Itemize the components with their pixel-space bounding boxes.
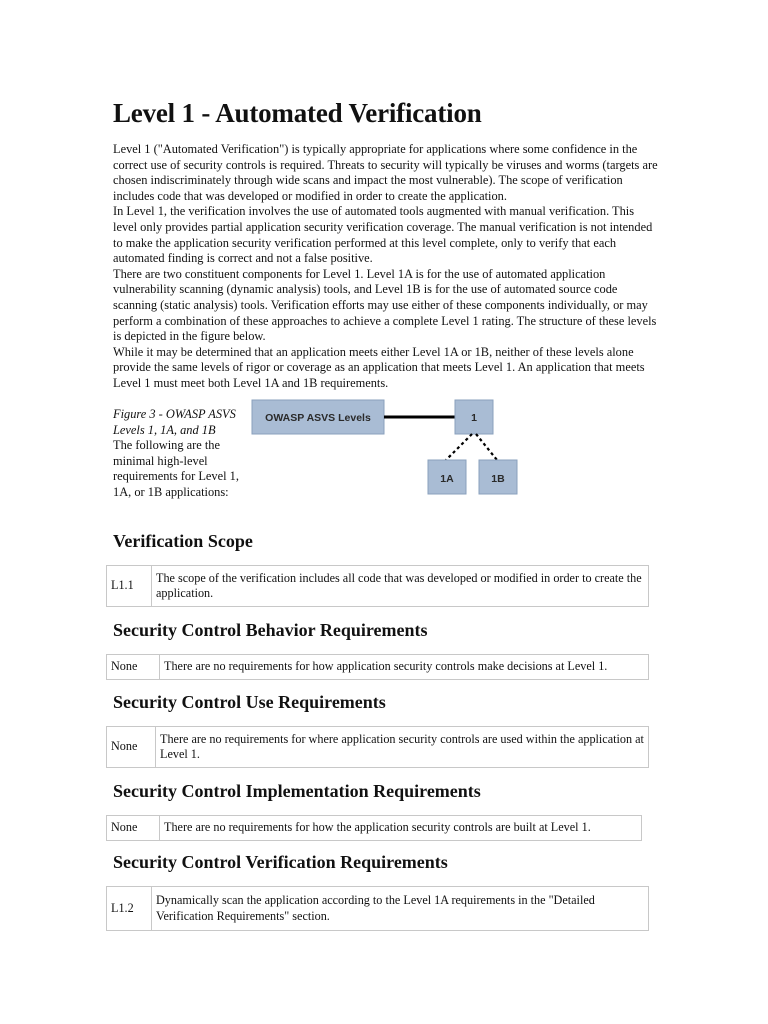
requirement-id: None [107,727,156,768]
requirement-text: There are no requirements for where application security controls are used within the application at Level 1. [156,727,649,768]
paragraph: While it may be determined that an application meets either Level 1A or 1B, neither of these levels alone provide the same levels of rigor or coverage as an application that meets Level 1. An application that meets Level 1 must meet both Level 1A and 1B requirements. [113,344,645,390]
requirement-table [106,654,649,680]
paragraph: Level 1 ("Automated Verification") is typically appropriate for applications where some confidence in the correct use of security controls is required. Threats to security will typically be viruses and worms (targets are chosen indiscriminately through wide scans and impact the most vulnerable). The scope of verification includes code that was developed or modified in order to create the application. [113,142,658,203]
child-box-1b-label: 1B [491,473,505,485]
requirement-table [106,565,649,607]
requirement-table [106,726,649,768]
connector-1b [476,434,497,460]
section-heading: Security Control Implementation Requirements [113,781,481,801]
figure-caption-block [113,407,243,501]
table-row [107,566,649,607]
figure-caption: Figure 3 - OWASP ASVS Levels 1, 1A, and 1B [113,407,236,437]
table-row [107,816,642,841]
page-title: Level 1 - Automated Verification [113,98,482,128]
section-heading: Security Control Behavior Requirements [113,620,428,640]
table-row [107,727,649,768]
requirement-text: Dynamically scan the application according to the Level 1A requirements in the "Detailed Verification Requirements" section. [152,887,649,931]
table-row [107,887,649,931]
root-box-label: OWASP ASVS Levels [265,412,371,424]
connector-1a [446,434,472,460]
paragraph: In Level 1, the verification involves the use of automated tools augmented with manual verification. This level only provides partial application security verification coverage. The manual verification is not intended to make the application security verification performed at this level complete, only to verify that each automated finding is correct and not a false positive. [113,204,653,266]
requirement-table [106,815,642,841]
body-text [113,142,658,392]
child-box-1a-label: 1A [440,473,454,485]
requirement-id: None [107,816,160,841]
requirement-id: None [107,655,160,680]
requirement-text: There are no requirements for how the application security controls are built at Level 1. [160,816,642,841]
asvs-levels-diagram [250,398,530,498]
figure-followup-text: The following are the minimal high-level requirements for Level 1, 1A, or 1B applications: [113,438,239,499]
requirement-id: L1.1 [107,566,152,607]
paragraph: There are two constituent components for Level 1. Level 1A is for the use of automated application vulnerability scanning (dynamic analysis) tools, and Level 1B is for the use of automated source code scanning (static analysis) tools. Verification efforts may use either of these components individually, or may perform a combination of these approaches to achieve a complete Level 1 rating. The structure of these levels is depicted in the figure below. [113,266,657,344]
table-row [107,655,649,680]
requirement-text: There are no requirements for how application security controls make decisions at Level 1. [160,655,649,680]
requirement-id: L1.2 [107,887,152,931]
requirement-table [106,886,649,931]
level-box-label: 1 [471,412,477,424]
requirement-text: The scope of the verification includes all code that was developed or modified in order to create the application. [152,566,649,607]
section-heading: Security Control Use Requirements [113,692,386,712]
section-heading: Security Control Verification Requirements [113,852,448,872]
section-heading: Verification Scope [113,531,253,551]
